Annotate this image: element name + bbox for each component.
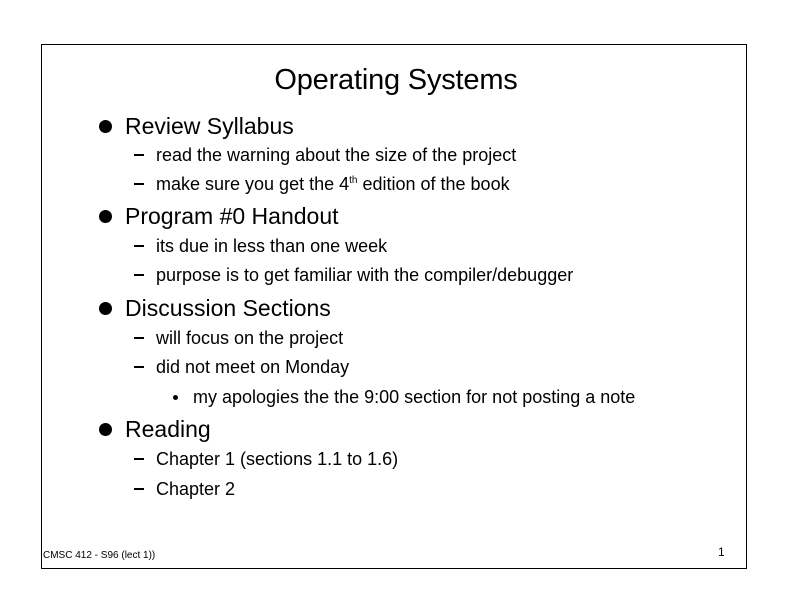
sub-item-text: its due in less than one week bbox=[156, 236, 388, 256]
dash-icon bbox=[134, 154, 144, 155]
sub-item-edition bbox=[134, 172, 510, 196]
sub-item-text: will focus on the project bbox=[156, 328, 344, 348]
bullet-dot-icon bbox=[99, 210, 112, 223]
sub-item-monday bbox=[134, 355, 349, 379]
sub-item-chapter-1 bbox=[134, 447, 398, 471]
subsub-item-text: my apologies the the 9:00 section for not posting a note bbox=[193, 387, 636, 407]
page-number: 1 bbox=[718, 545, 725, 559]
edition-text-after: edition of the book bbox=[357, 174, 510, 194]
dash-icon bbox=[134, 458, 144, 459]
small-bullet-icon bbox=[173, 395, 178, 400]
dash-icon bbox=[134, 274, 144, 275]
dash-icon bbox=[134, 245, 144, 246]
bullet-review-syllabus bbox=[99, 111, 294, 141]
sub-item-syllabus-warning bbox=[134, 143, 516, 167]
sub-item-text bbox=[156, 172, 510, 196]
bullet-text: Reading bbox=[125, 416, 211, 442]
bullet-dot-icon bbox=[99, 302, 112, 315]
sub-item-due-date bbox=[134, 234, 387, 258]
bullet-dot-icon bbox=[99, 423, 112, 436]
slide-title: Operating Systems bbox=[274, 64, 518, 96]
edition-superscript: th bbox=[349, 175, 358, 186]
subsub-item-apologies bbox=[173, 385, 635, 409]
sub-item-text: purpose is to get familiar with the compiler/debugger bbox=[156, 265, 574, 285]
footer-course-label: CMSC 412 - S96 (lect 1)) bbox=[43, 550, 156, 561]
sub-item-chapter-2 bbox=[134, 477, 235, 501]
dash-icon bbox=[134, 337, 144, 338]
bullet-dot-icon bbox=[99, 120, 112, 133]
bullet-text: Discussion Sections bbox=[125, 295, 331, 321]
edition-text-before: make sure you get the 4 bbox=[156, 174, 350, 194]
bullet-reading bbox=[99, 414, 211, 444]
bullet-discussion-sections bbox=[99, 293, 331, 323]
sub-item-text: did not meet on Monday bbox=[156, 357, 350, 377]
sub-item-purpose bbox=[134, 263, 573, 287]
sub-item-text: Chapter 2 bbox=[156, 479, 236, 499]
sub-item-text: Chapter 1 (sections 1.1 to 1.6) bbox=[156, 449, 399, 469]
dash-icon bbox=[134, 183, 144, 184]
sub-item-text: read the warning about the size of the project bbox=[156, 145, 517, 165]
bullet-text: Review Syllabus bbox=[125, 113, 294, 139]
sub-item-focus-project bbox=[134, 326, 343, 350]
bullet-program-handout bbox=[99, 201, 339, 231]
dash-icon bbox=[134, 488, 144, 489]
dash-icon bbox=[134, 366, 144, 367]
bullet-text: Program #0 Handout bbox=[125, 203, 339, 229]
